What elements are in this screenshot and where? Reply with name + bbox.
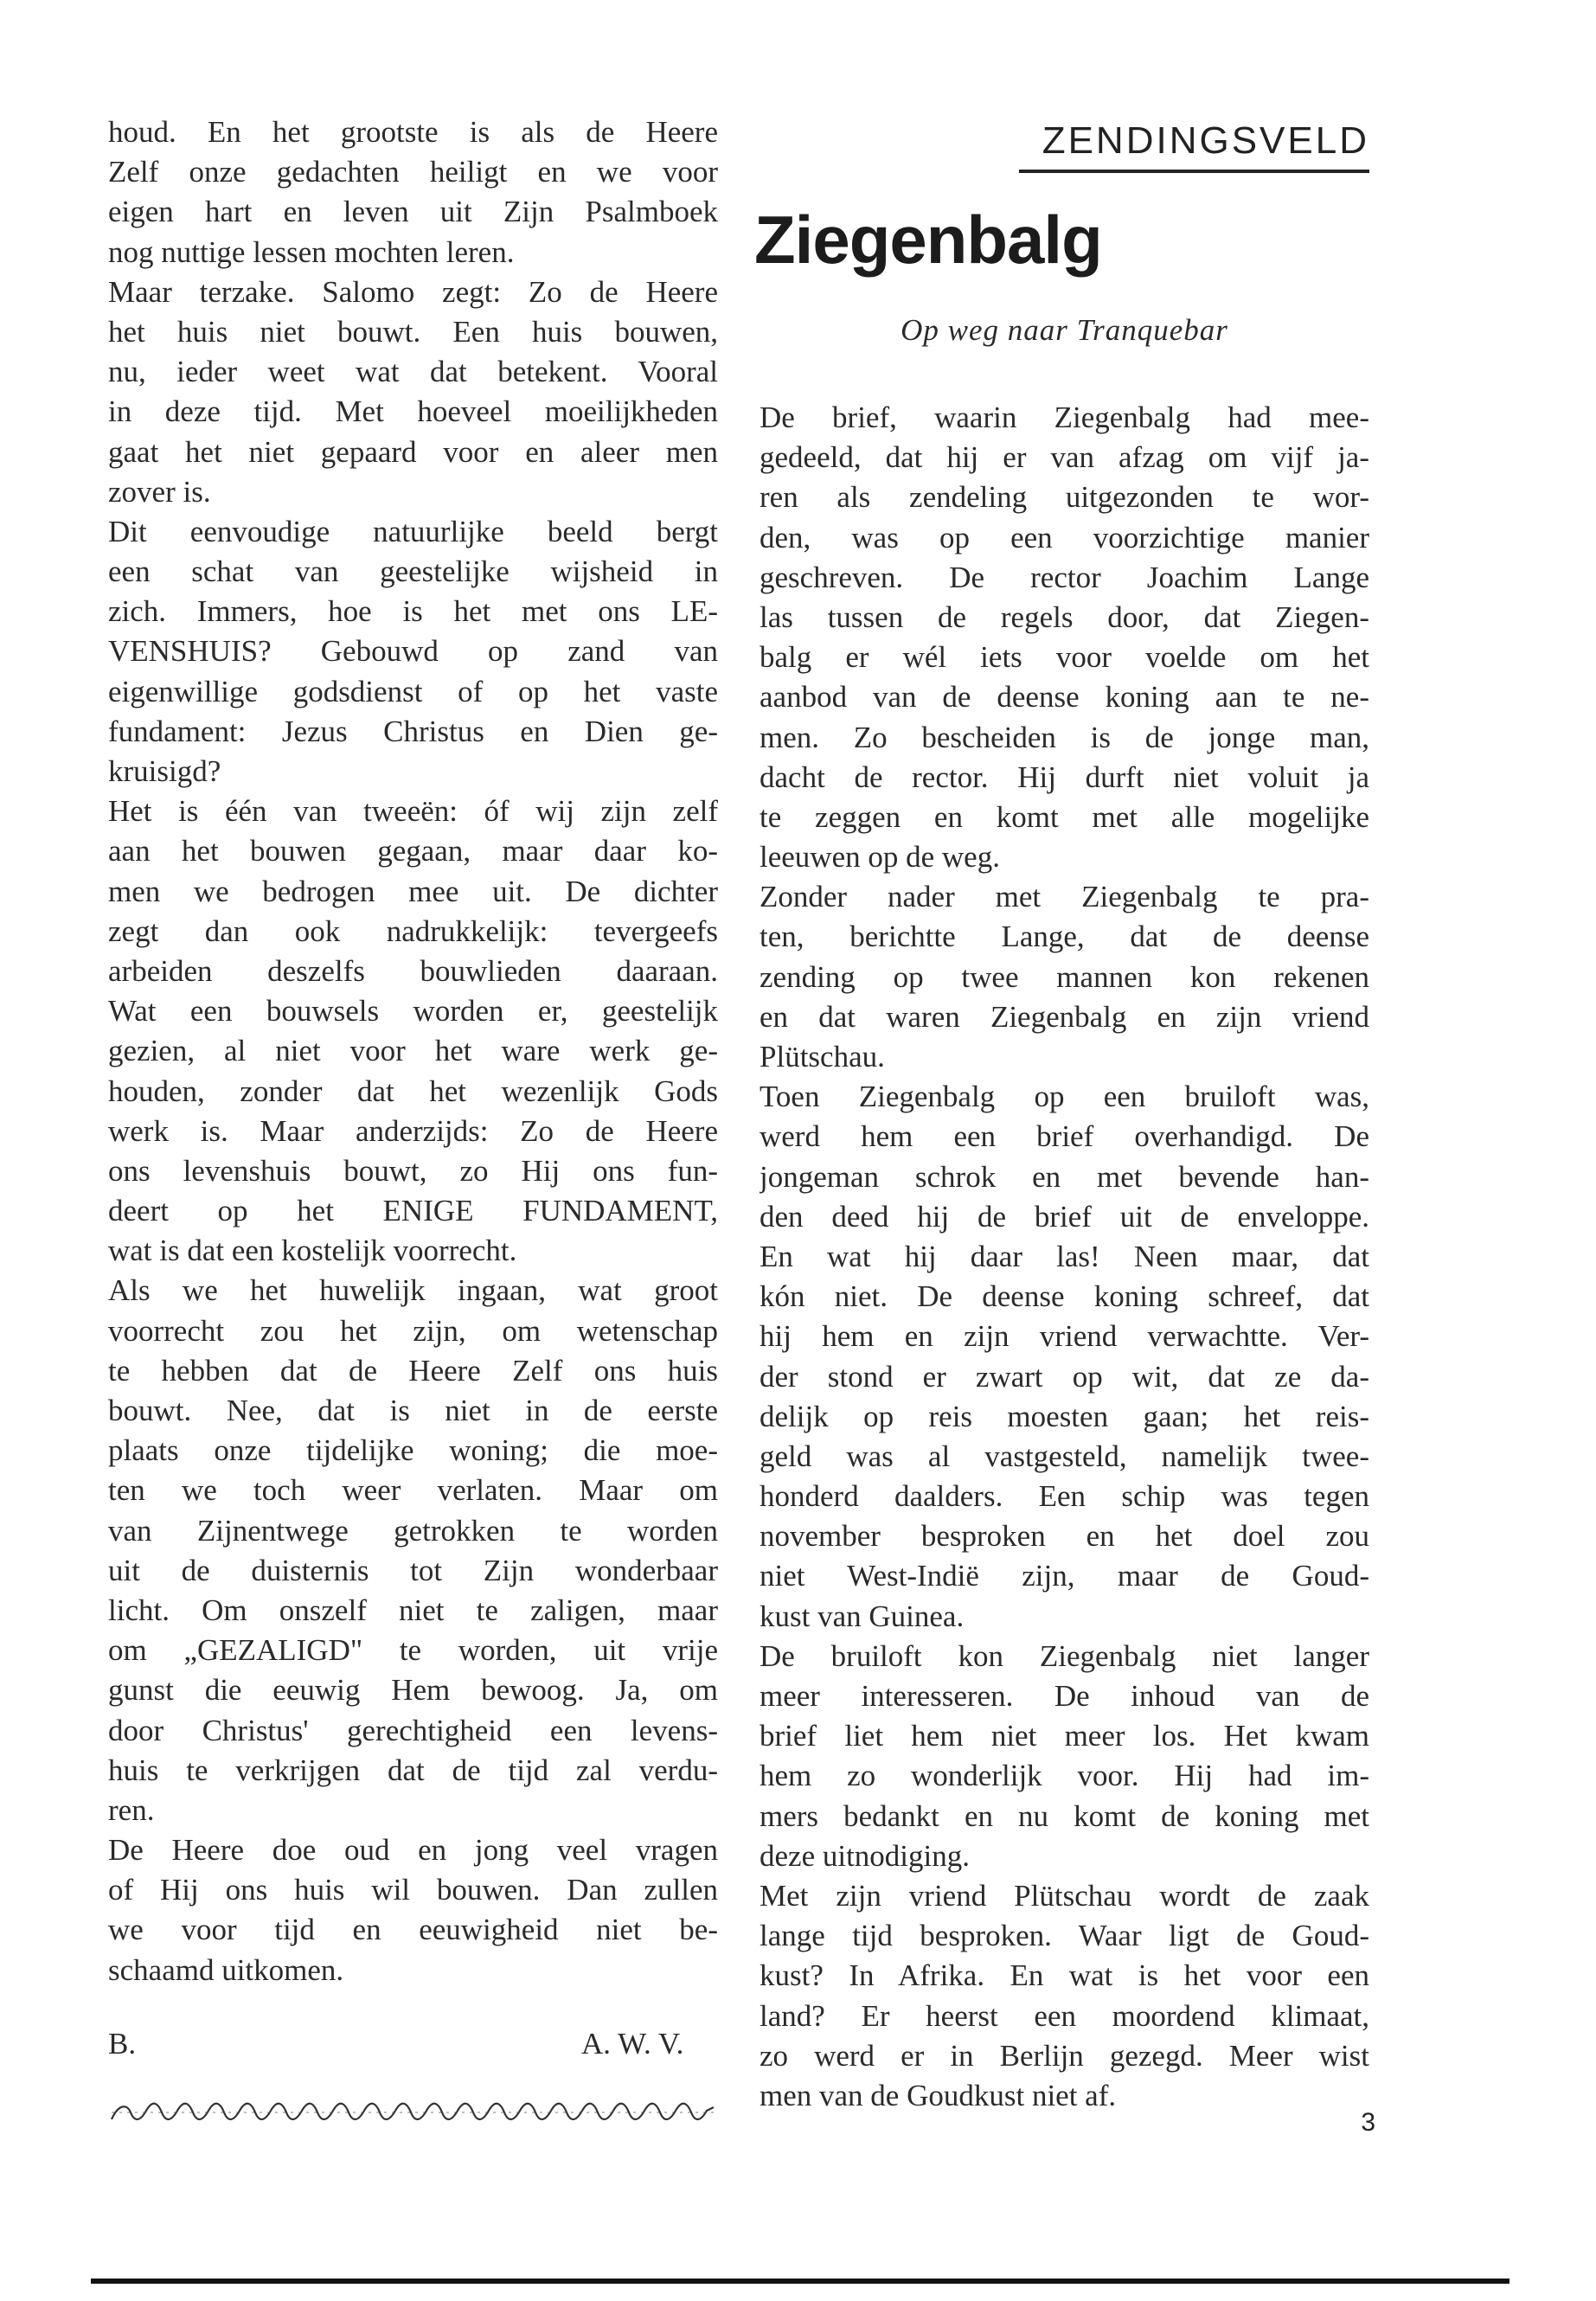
signature-author: A. W. V.: [581, 2027, 684, 2061]
text-line: gaat het niet gepaard voor en aleer men: [108, 434, 718, 469]
right-column-text: [760, 398, 1369, 2116]
text-line: land? Er heerst een moordend klimaat,: [760, 1998, 1369, 2033]
text-line: niet West-Indië zijn, maar de Goud-: [760, 1559, 1369, 1593]
text-line: men we bedrogen mee uit. De dichter: [108, 874, 718, 908]
text-line: VENSHUIS? Gebouwd op zand van: [108, 634, 718, 669]
text-line: we voor tijd en eeuwigheid niet be-: [108, 1913, 718, 1947]
text-line: meer interesseren. De inhoud van de: [760, 1679, 1369, 1713]
text-line: of Hij ons huis wil bouwen. Dan zullen: [108, 1873, 718, 1907]
text-line: lange tijd besproken. Waar ligt de Goud-: [760, 1919, 1369, 1953]
text-line: Wat een bouwsels worden er, geestelijk: [108, 994, 718, 1029]
text-line: hij hem en zijn vriend verwachtte. Ver-: [760, 1319, 1369, 1354]
decorative-border-ornament: [108, 2100, 718, 2126]
text-line: honderd daalders. Een schip was tegen: [760, 1479, 1369, 1514]
text-line: van Zijnentwege getrokken te worden: [108, 1513, 718, 1548]
text-line: fundament: Jezus Christus en Dien ge-: [108, 714, 718, 748]
text-line: en dat waren Ziegenbalg en zijn vriend: [760, 999, 1369, 1034]
text-line: Maar terzake. Salomo zegt: Zo de Heere: [108, 274, 718, 309]
text-line: men van de Goudkust niet af.: [760, 2078, 1117, 2112]
text-line: De bruiloft kon Ziegenbalg niet langer: [760, 1638, 1369, 1673]
text-line: door Christus' gerechtigheid een levens-: [108, 1713, 718, 1747]
text-line: ons levenshuis bouwt, zo Hij ons fun-: [108, 1153, 718, 1188]
text-line: geschreven. De rector Joachim Lange: [760, 560, 1369, 594]
text-line: aanbod van de deense koning aan te ne-: [760, 680, 1369, 715]
text-line: eigen hart en leven uit Zijn Psalmboek: [108, 195, 718, 229]
text-line: aan het bouwen gegaan, maar daar ko-: [108, 834, 718, 868]
text-line: Toen Ziegenbalg op een bruiloft was,: [760, 1080, 1369, 1114]
text-line: deze uitnodiging.: [760, 1838, 971, 1873]
text-line: voorrecht zou het zijn, om wetenschap: [108, 1313, 718, 1348]
text-line: delijk op reis moesten gaan; het reis-: [760, 1399, 1369, 1433]
text-line: arbeiden deszelfs bouwlieden daaraan.: [108, 953, 718, 988]
text-line: gedeeld, dat hij er van afzag om vijf ja-: [760, 440, 1369, 475]
text-line: zegt dan ook nadrukkelijk: tevergeefs: [108, 913, 718, 948]
text-line: bouwt. Nee, dat is niet in de eerste: [108, 1394, 718, 1427]
text-line: En wat hij daar las! Neen maar, dat: [760, 1239, 1369, 1273]
text-line: Als we het huwelijk ingaan, wat groot: [108, 1273, 718, 1308]
text-line: las tussen de regels door, dat Ziegen-: [760, 599, 1369, 634]
text-line: Dit eenvoudige natuurlijke beeld bergt: [108, 514, 718, 548]
text-line: Zelf onze gedachten heiligt en we voor: [108, 155, 718, 189]
section-rule: [1019, 170, 1369, 173]
text-line: Het is één van tweeën: óf wij zijn zelf: [108, 794, 718, 829]
text-line: om „GEZALIGD" te worden, uit vrije: [108, 1633, 718, 1668]
text-line: ren.: [108, 1792, 155, 1827]
text-line: zover is.: [108, 474, 211, 509]
text-line: ten we toch weer verlaten. Maar om: [108, 1473, 718, 1508]
text-line: jongeman schrok en met bevende han-: [760, 1159, 1369, 1194]
text-line: uit de duisternis tot Zijn wonderbaar: [108, 1553, 718, 1587]
page-number: 3: [1361, 2108, 1375, 2137]
text-line: Met zijn vriend Plütschau wordt de zaak: [760, 1878, 1369, 1913]
text-line: leeuwen op de weg.: [760, 840, 1000, 875]
text-line: zo werd er in Berlijn gezegd. Meer wist: [760, 2038, 1369, 2073]
text-line: kruisigd?: [108, 754, 221, 788]
text-line: te hebben dat de Heere Zelf ons huis: [108, 1353, 718, 1388]
text-line: te zeggen en komt met alle mogelijke: [760, 799, 1369, 834]
text-line: kust van Guinea.: [760, 1599, 965, 1633]
text-line: het huis niet bouwt. Een huis bouwen,: [108, 314, 718, 349]
text-line: nog nuttige lessen mochten leren.: [108, 234, 515, 269]
text-line: huis te verkrijgen dat de tijd zal verdu-: [108, 1753, 718, 1787]
section-label: ZENDINGSVELD: [1042, 119, 1369, 162]
text-line: in deze tijd. Met hoeveel moeilijkheden: [108, 394, 718, 429]
text-line: ten, berichtte Lange, dat de deense: [760, 920, 1369, 954]
text-line: een schat van geestelijke wijsheid in: [108, 554, 718, 589]
bottom-rule: [91, 2279, 1509, 2284]
text-line: werk is. Maar anderzijds: Zo de Heere: [108, 1113, 718, 1148]
text-line: deert op het ENIGE FUNDAMENT,: [108, 1194, 718, 1228]
text-line: gunst die eeuwig Hem bewoog. Ja, om: [108, 1673, 718, 1708]
article-subtitle: Op weg naar Tranquebar: [901, 313, 1228, 347]
text-line: geld was al vastgesteld, namelijk twee-: [760, 1439, 1369, 1473]
text-line: De brief, waarin Ziegenbalg had mee-: [760, 401, 1369, 434]
text-line: wat is dat een kostelijk voorrecht.: [108, 1234, 517, 1268]
text-line: zich. Immers, hoe is het met ons LE-: [108, 594, 718, 629]
text-line: kón niet. De deense koning schreef, dat: [760, 1279, 1369, 1314]
text-line: hem zo wonderlijk voor. Hij had im-: [760, 1759, 1369, 1793]
text-line: der stond er zwart op wit, dat ze da-: [760, 1359, 1369, 1394]
text-line: werd hem een brief overhandigd. De: [760, 1119, 1369, 1154]
text-line: plaats onze tijdelijke woning; die moe-: [108, 1433, 718, 1468]
signature-initial: B.: [108, 2027, 137, 2061]
text-line: houden, zonder dat het wezenlijk Gods: [108, 1074, 718, 1108]
text-line: gezien, al niet voor het ware werk ge-: [108, 1034, 718, 1068]
text-line: mers bedankt en nu komt de koning met: [760, 1798, 1369, 1833]
text-line: dacht de rector. Hij durft niet voluit ja: [760, 760, 1369, 794]
left-column-text: [108, 112, 718, 1990]
text-line: Plütschau.: [760, 1040, 885, 1074]
text-line: licht. Om onszelf niet te zaligen, maar: [108, 1593, 718, 1627]
text-line: houd. En het grootste is als de Heere: [108, 115, 718, 149]
article-title: Ziegenbalg: [754, 202, 1102, 278]
text-line: balg er wél iets voor voelde om het: [760, 640, 1369, 675]
text-line: eigenwillige godsdienst of op het vaste: [108, 674, 718, 708]
text-line: den deed hij de brief uit de enveloppe.: [760, 1199, 1369, 1234]
text-line: ren als zendeling uitgezonden te wor-: [760, 480, 1369, 515]
text-line: zending op twee mannen kon rekenen: [760, 959, 1369, 994]
text-line: men. Zo bescheiden is de jonge man,: [760, 720, 1369, 754]
text-line: kust? In Afrika. En wat is het voor een: [760, 1958, 1369, 1993]
text-line: schaamd uitkomen.: [108, 1952, 344, 1987]
text-line: De Heere doe oud en jong veel vragen: [108, 1833, 718, 1868]
text-line: Zonder nader met Ziegenbalg te pra-: [760, 880, 1369, 914]
text-line: november besproken en het doel zou: [760, 1519, 1369, 1554]
text-line: nu, ieder weet wat dat betekent. Vooral: [108, 355, 718, 389]
text-line: brief liet hem niet meer los. Het kwam: [760, 1719, 1369, 1753]
text-line: den, was op een voorzichtige manier: [760, 520, 1369, 554]
